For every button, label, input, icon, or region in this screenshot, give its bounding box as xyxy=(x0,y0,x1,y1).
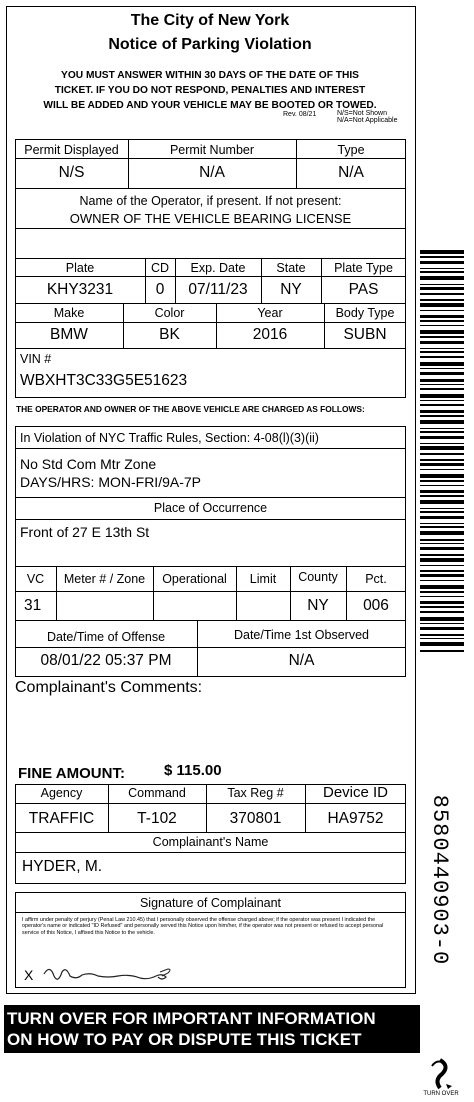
body-type-value: SUBN xyxy=(343,326,387,343)
divider xyxy=(15,448,406,449)
barcode-bar xyxy=(420,638,464,639)
offense-time-value: 08/01/22 05:37 PM xyxy=(40,652,172,669)
signature-scribble xyxy=(42,962,192,982)
barcode-bar xyxy=(420,474,464,478)
barcode-bar xyxy=(420,388,464,390)
barcode-bar xyxy=(420,606,464,608)
operator-label: Name of the Operator, if present. If not present: xyxy=(79,194,342,208)
signature-x: X xyxy=(24,967,34,983)
violation-desc-1: No Std Com Mtr Zone xyxy=(20,456,157,472)
barcode xyxy=(420,250,464,750)
agency-value: TRAFFIC xyxy=(28,810,95,827)
barcode-bar xyxy=(420,250,464,254)
first-observed-value: N/A xyxy=(288,652,315,669)
barcode-bar xyxy=(420,384,464,385)
barcode-bar xyxy=(420,642,464,646)
barcode-bar xyxy=(420,523,464,524)
permit-displayed-value: N/S xyxy=(58,164,85,181)
first-observed-label: Date/Time 1st Observed xyxy=(233,628,369,642)
barcode-bar xyxy=(420,356,464,358)
warning-line-3: WILL BE ADDED AND YOUR VEHICLE MAY BE BOOTED OR TOWED. xyxy=(43,100,377,111)
barcode-bar xyxy=(420,565,464,566)
offense-time-label: Date/Time of Offense xyxy=(46,630,166,644)
fine-amount-label: FINE AMOUNT: xyxy=(18,765,125,782)
barcode-bar xyxy=(420,485,464,486)
barcode-bar xyxy=(420,516,464,519)
limit-label: Limit xyxy=(249,572,277,586)
barcode-bar xyxy=(420,420,464,424)
device-id-value: HA9752 xyxy=(327,810,384,827)
divider xyxy=(15,158,406,159)
barcode-bar xyxy=(420,539,464,541)
state-value: NY xyxy=(280,281,302,298)
year-label: Year xyxy=(257,306,283,320)
barcode-bar xyxy=(420,410,464,413)
type-label: Type xyxy=(337,143,365,157)
county-value: NY xyxy=(307,597,329,614)
pct-label: Pct. xyxy=(365,572,387,586)
comments-label: Complainant's Comments: xyxy=(15,679,203,696)
plate-label: Plate xyxy=(65,261,95,275)
permit-number-label: Permit Number xyxy=(169,143,255,157)
body-type-label: Body Type xyxy=(335,306,395,320)
place-label: Place of Occurrence xyxy=(153,501,268,515)
barcode-bar xyxy=(420,490,464,493)
barcode-bar xyxy=(420,558,464,562)
barcode-bar xyxy=(420,500,464,504)
barcode-bar xyxy=(420,261,464,264)
plate-type-value: PAS xyxy=(348,281,379,298)
barcode-bar xyxy=(420,580,464,581)
barcode-bar xyxy=(420,547,464,550)
turn-over-logo-text: TURN OVER xyxy=(423,1091,459,1097)
pct-value: 006 xyxy=(363,597,389,614)
barcode-bar xyxy=(420,268,464,269)
barcode-bar xyxy=(420,469,464,470)
barcode-bar xyxy=(420,348,464,349)
barcode-bar xyxy=(420,394,464,398)
barcode-bar xyxy=(420,336,464,338)
device-id-label: Device ID xyxy=(322,784,389,801)
plate-type-label: Plate Type xyxy=(334,261,393,275)
barcode-bar xyxy=(420,459,464,461)
divider xyxy=(15,647,406,648)
perjury-affirmation: I affirm under penalty of perjury (Penal Law 210.45) that I personally observed the offense charged above; if the operator was present I indicated the operator's name or indicated "ID Refused" and personally served this Notice upon him/her, if the operator was not present or refused to accept personal service of this Notice, I affixed this Notice to the vehicle. xyxy=(22,917,384,936)
type-value: N/A xyxy=(338,164,364,181)
cd-label: CD xyxy=(150,261,170,275)
barcode-bar xyxy=(420,495,464,497)
barcode-bar xyxy=(420,256,464,258)
barcode-bar xyxy=(420,508,464,509)
divider xyxy=(15,303,406,304)
divider xyxy=(15,832,406,833)
turn-over-banner xyxy=(4,1005,420,1053)
barcode-bar xyxy=(420,650,464,652)
charged-notice: THE OPERATOR AND OWNER OF THE ABOVE VEHICLE ARE CHARGED AS FOLLOWS: xyxy=(16,404,365,414)
vin-value: WBXHT3C33G5E51623 xyxy=(20,372,188,389)
barcode-bar xyxy=(420,415,464,417)
signature-label: Signature of Complainant xyxy=(139,896,282,910)
barcode-bar xyxy=(420,623,464,624)
turn-over-line-1: TURN OVER FOR IMPORTANT INFORMATION xyxy=(7,1009,376,1028)
barcode-bar xyxy=(420,287,464,290)
barcode-bar xyxy=(420,351,464,353)
barcode-bar xyxy=(420,341,464,344)
ticket-number: 8580440903-0 xyxy=(427,794,452,966)
barcode-bar xyxy=(420,511,464,513)
warning-line-2: TICKET. IF YOU DO NOT RESPOND, PENALTIES AND INTEREST xyxy=(54,85,366,96)
year-value: 2016 xyxy=(252,326,288,343)
barcode-bar xyxy=(420,404,464,406)
agency-label: Agency xyxy=(40,786,83,800)
exp-date-label: Exp. Date xyxy=(190,261,246,275)
barcode-bar xyxy=(420,443,464,444)
barcode-bar xyxy=(420,276,464,280)
barcode-bar xyxy=(420,526,464,528)
violation-rule: In Violation of NYC Traffic Rules, Section: 4-08(l)(3)(ii) xyxy=(20,431,319,445)
barcode-bar xyxy=(420,431,464,433)
barcode-bar xyxy=(420,310,464,311)
ns-note: N/S=Not Shown xyxy=(337,110,387,117)
tax-reg-value: 370801 xyxy=(229,810,282,827)
turn-over-line-2: ON HOW TO PAY OR DISPUTE THIS TICKET xyxy=(7,1030,362,1049)
barcode-bar xyxy=(420,446,464,450)
barcode-bar xyxy=(420,372,464,375)
barcode-bar xyxy=(420,379,464,382)
vin-label: VIN # xyxy=(20,352,52,366)
barcode-bar xyxy=(420,611,464,613)
barcode-bar xyxy=(420,436,464,439)
cd-value: 0 xyxy=(155,281,165,298)
place-value: Front of 27 E 13th St xyxy=(20,524,150,540)
make-label: Make xyxy=(53,306,85,320)
barcode-bar xyxy=(420,284,464,285)
barcode-bar xyxy=(420,400,464,401)
vc-value: 31 xyxy=(24,597,42,614)
city-title: The City of New York xyxy=(130,12,290,29)
divider xyxy=(15,519,406,520)
operational-label: Operational xyxy=(162,572,227,586)
complainant-name-value: HYDER, M. xyxy=(22,858,103,875)
divider xyxy=(15,228,406,229)
divider xyxy=(15,566,406,567)
county-label: County xyxy=(298,570,338,584)
barcode-bar xyxy=(420,480,464,482)
barcode-bar xyxy=(420,362,464,366)
command-value: T-102 xyxy=(137,810,177,827)
vc-label: VC xyxy=(26,572,45,586)
barcode-bar xyxy=(420,627,464,630)
barcode-bar xyxy=(420,531,464,535)
complainant-name-label: Complainant's Name xyxy=(152,835,269,849)
notice-title: Notice of Parking Violation xyxy=(108,36,312,53)
divider xyxy=(15,803,406,804)
turn-over-logo-icon xyxy=(426,1058,456,1090)
permit-displayed-label: Permit Displayed xyxy=(24,143,119,157)
na-note: N/A=Not Applicable xyxy=(337,117,398,124)
command-label: Command xyxy=(128,786,186,800)
divider xyxy=(15,188,406,189)
revision-note: Rev. 08/21 xyxy=(283,111,317,118)
barcode-bar xyxy=(420,617,464,621)
divider xyxy=(15,258,406,259)
divider xyxy=(15,620,406,621)
barcode-bar xyxy=(420,368,464,369)
violation-desc-2: DAYS/HRS: MON-FRI/9A-7P xyxy=(20,474,201,490)
divider xyxy=(15,912,406,913)
divider xyxy=(15,322,406,323)
barcode-bar xyxy=(420,591,464,593)
warning-line-1: YOU MUST ANSWER WITHIN 30 DAYS OF THE DATE OF THIS xyxy=(61,70,359,81)
fine-amount-value: $ 115.00 xyxy=(164,762,222,779)
barcode-bar xyxy=(420,570,464,572)
barcode-bar xyxy=(420,574,464,577)
barcode-bar xyxy=(420,271,464,273)
color-value: BK xyxy=(159,326,180,343)
barcode-bar xyxy=(420,554,464,556)
barcode-bar xyxy=(420,601,464,604)
barcode-bar xyxy=(420,315,464,318)
tax-reg-label: Tax Reg # xyxy=(227,786,284,800)
operator-value: OWNER OF THE VEHICLE BEARING LICENSE xyxy=(69,211,352,226)
barcode-bar xyxy=(420,330,464,334)
divider xyxy=(15,591,406,592)
barcode-bar xyxy=(420,543,464,544)
barcode-bar xyxy=(420,463,464,466)
meter-zone-label: Meter # / Zone xyxy=(63,572,146,586)
divider xyxy=(15,276,406,277)
barcode-bar xyxy=(420,320,464,322)
barcode-bar xyxy=(420,634,464,636)
barcode-bar xyxy=(420,325,464,326)
plate-value: KHY3231 xyxy=(46,281,114,298)
barcode-bar xyxy=(420,453,464,455)
barcode-bar xyxy=(420,585,464,589)
barcode-bar xyxy=(420,299,464,301)
divider xyxy=(15,852,406,853)
barcode-bar xyxy=(420,303,464,307)
barcode-bar xyxy=(420,596,464,597)
divider xyxy=(15,497,406,498)
permit-number-value: N/A xyxy=(199,164,225,181)
color-label: Color xyxy=(154,306,185,320)
barcode-bar xyxy=(420,428,464,429)
state-label: State xyxy=(276,261,306,275)
exp-date-value: 07/11/23 xyxy=(188,281,248,298)
barcode-bar xyxy=(420,293,464,295)
divider xyxy=(15,348,406,349)
make-value: BMW xyxy=(50,326,88,343)
